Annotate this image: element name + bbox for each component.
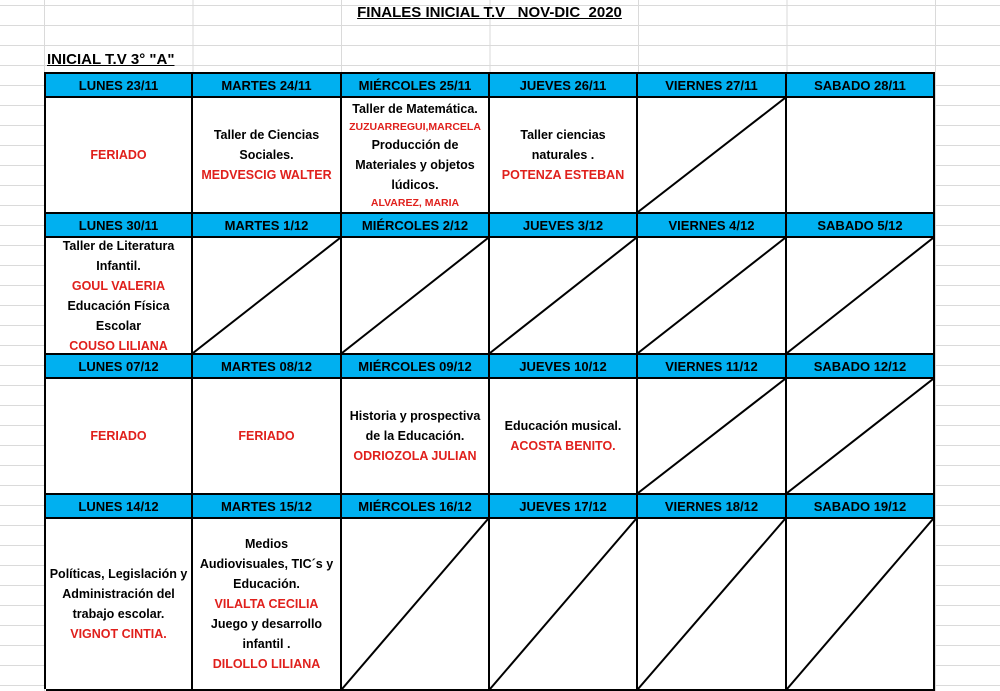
subject-text: Taller ciencias [520,128,606,142]
crossed-out-cell [490,238,638,355]
schedule-cell [193,519,342,691]
subject-text: Educación musical. [504,419,622,433]
day-header: SABADO 28/11 [787,74,935,98]
diagonal-slash-mark [787,519,933,689]
subject-text: Audiovisuales, TIC´s y [199,557,334,571]
crossed-out-cell [638,519,787,691]
day-header: VIERNES 18/12 [638,495,787,519]
empty-cell [787,98,935,214]
teacher-name: VIGNOT CINTIA. [70,627,167,641]
day-header: MARTES 08/12 [193,355,342,379]
teacher-name: DILOLLO LILIANA [212,657,321,671]
subject-text: Infantil. [96,258,141,273]
diagonal-slash-mark [787,379,933,493]
day-header: MIÉRCOLES 2/12 [342,214,490,238]
schedule-cell [46,238,193,355]
schedule-cell [46,98,193,214]
day-header: MIÉRCOLES 16/12 [342,495,490,519]
diagonal-slash-mark [787,238,933,353]
crossed-out-cell [638,238,787,355]
day-header: JUEVES 17/12 [490,495,638,519]
schedule-table [44,72,935,689]
day-header: JUEVES 3/12 [490,214,638,238]
crossed-out-cell [787,519,935,691]
schedule-cell [490,379,638,495]
schedule-cell [342,379,490,495]
subject-text: Escolar [95,318,142,333]
diagonal-slash-mark [342,238,488,353]
subject-text: Administración del [62,587,175,601]
day-header: VIERNES 11/12 [638,355,787,379]
day-header: MARTES 1/12 [193,214,342,238]
schedule-cell [490,98,638,214]
subject-text: Educación. [233,577,300,591]
subject-text: lúdicos. [391,178,439,192]
subject-text: Taller de Literatura [62,238,175,253]
schedule-cell [46,519,193,691]
subject-text: Medios [244,537,289,551]
schedule-cell [193,98,342,214]
crossed-out-cell [787,379,935,495]
subject-text: Materiales y objetos [355,158,475,172]
page-title: FINALES INICIAL T.V NOV-DIC 2020 [357,4,622,21]
day-header: SABADO 19/12 [787,495,935,519]
teacher-name: FERIADO [90,148,147,162]
subject-text: Taller de Ciencias [213,128,320,142]
subject-text: Taller de Matemática. [352,102,478,116]
schedule-cell [342,98,490,214]
diagonal-slash-mark [490,519,636,689]
day-header: LUNES 23/11 [46,74,193,98]
subject-text: trabajo escolar. [72,607,165,621]
crossed-out-cell [787,238,935,355]
subject-text: Sociales. [239,148,294,162]
subject-text: Educación Física [67,298,170,313]
teacher-name: ACOSTA BENITO. [510,439,616,453]
crossed-out-cell [638,98,787,214]
subject-text: Juego y desarrollo [210,617,323,631]
day-header: MIÉRCOLES 25/11 [342,74,490,98]
day-header: JUEVES 26/11 [490,74,638,98]
subject-text: de la Educación. [365,429,465,443]
teacher-name: ODRIOZOLA JULIAN [353,449,477,463]
diagonal-slash-mark [490,238,636,353]
course-subtitle: INICIAL T.V 3° "A" [47,51,175,68]
subject-text: Historia y prospectiva [349,409,481,423]
teacher-name: FERIADO [90,429,147,443]
day-header: MARTES 24/11 [193,74,342,98]
day-header: LUNES 30/11 [46,214,193,238]
subject-text: Producción de [371,138,459,152]
teacher-name: FERIADO [238,429,295,443]
diagonal-slash-mark [638,379,785,493]
diagonal-slash-mark [638,98,785,212]
teacher-name: ALVAREZ, MARIA [370,197,460,209]
diagonal-slash-mark [342,519,488,689]
day-header: MARTES 15/12 [193,495,342,519]
crossed-out-cell [193,238,342,355]
day-header: LUNES 07/12 [46,355,193,379]
teacher-name: COUSO LILIANA [69,338,168,353]
crossed-out-cell [342,519,490,691]
day-header: JUEVES 10/12 [490,355,638,379]
day-header: VIERNES 27/11 [638,74,787,98]
day-header: SABADO 12/12 [787,355,935,379]
teacher-name: GOUL VALERIA [71,278,166,293]
schedule-cell [193,379,342,495]
subject-text: infantil . [242,637,291,651]
day-header: LUNES 14/12 [46,495,193,519]
day-header: VIERNES 4/12 [638,214,787,238]
teacher-name: ZUZUARREGUI,MARCELA [349,121,481,133]
schedule-cell [46,379,193,495]
teacher-name: POTENZA ESTEBAN [501,168,625,182]
crossed-out-cell [342,238,490,355]
diagonal-slash-mark [638,238,785,353]
diagonal-slash-mark [193,238,340,353]
teacher-name: VILALTA CECILIA [214,597,319,611]
teacher-name: MEDVESCIG WALTER [201,168,332,182]
diagonal-slash-mark [638,519,785,689]
day-header: SABADO 5/12 [787,214,935,238]
subject-text: Políticas, Legislación y [49,567,188,581]
day-header: MIÉRCOLES 09/12 [342,355,490,379]
crossed-out-cell [638,379,787,495]
crossed-out-cell [490,519,638,691]
subject-text: naturales . [531,148,595,162]
